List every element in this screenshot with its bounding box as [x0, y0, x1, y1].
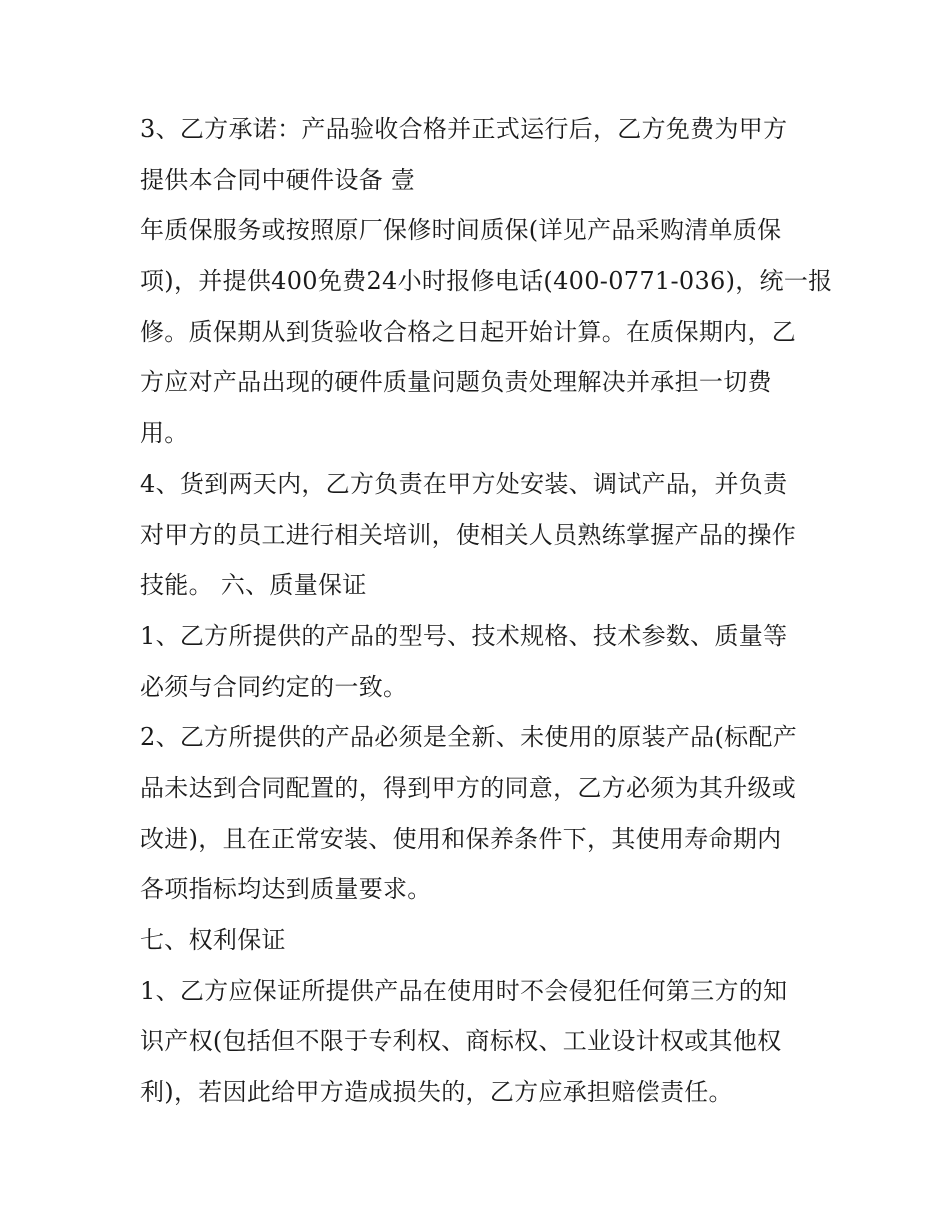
text-line: 对甲方的员工进行相关培训，使相关人员熟练掌握产品的操作	[140, 520, 797, 549]
text-line: 项)，并提供400免费24小时报修电话(400-0771-036)，统一报	[140, 267, 833, 296]
text-line: 1、乙方所提供的产品的型号、技术规格、技术参数、质量等	[140, 621, 788, 650]
text-line: 提供本合同中硬件设备 壹	[140, 165, 416, 194]
text-line: 方应对产品出现的硬件质量问题负责处理解决并承担一切费	[140, 368, 772, 397]
text-line: 必须与合同约定的一致。	[140, 672, 408, 701]
text-line: 识产权(包括但不限于专利权、商标权、工业设计权或其他权	[140, 1027, 782, 1056]
contract-text-body	[140, 104, 833, 1118]
text-line: 年质保服务或按照原厂保修时间质保(详见产品采购清单质保	[140, 216, 782, 245]
text-line: 2、乙方所提供的产品必须是全新、未使用的原装产品(标配产	[140, 723, 798, 752]
text-line: 4、货到两天内，乙方负责在甲方处安装、调试产品，并负责	[140, 469, 788, 498]
text-line: 七、权利保证	[140, 926, 286, 954]
text-line: 改进)，且在正常安装、使用和保养条件下，其使用寿命期内	[140, 824, 782, 853]
text-line: 3、乙方承诺：产品验收合格并正式运行后，乙方免费为甲方	[140, 115, 788, 143]
text-line: 技能。 六、质量保证	[140, 571, 367, 600]
text-line: 各项指标均达到质量要求。	[140, 875, 432, 904]
text-line: 1、乙方应保证所提供产品在使用时不会侵犯任何第三方的知	[140, 976, 788, 1005]
text-line: 品未达到合同配置的，得到甲方的同意，乙方必须为其升级或	[140, 773, 797, 802]
text-line: 修。质保期从到货验收合格之日起开始计算。在质保期内，乙	[140, 317, 797, 346]
text-line: 利)，若因此给甲方造成损失的，乙方应承担赔偿责任。	[140, 1078, 733, 1107]
text-line: 用。	[140, 419, 189, 448]
